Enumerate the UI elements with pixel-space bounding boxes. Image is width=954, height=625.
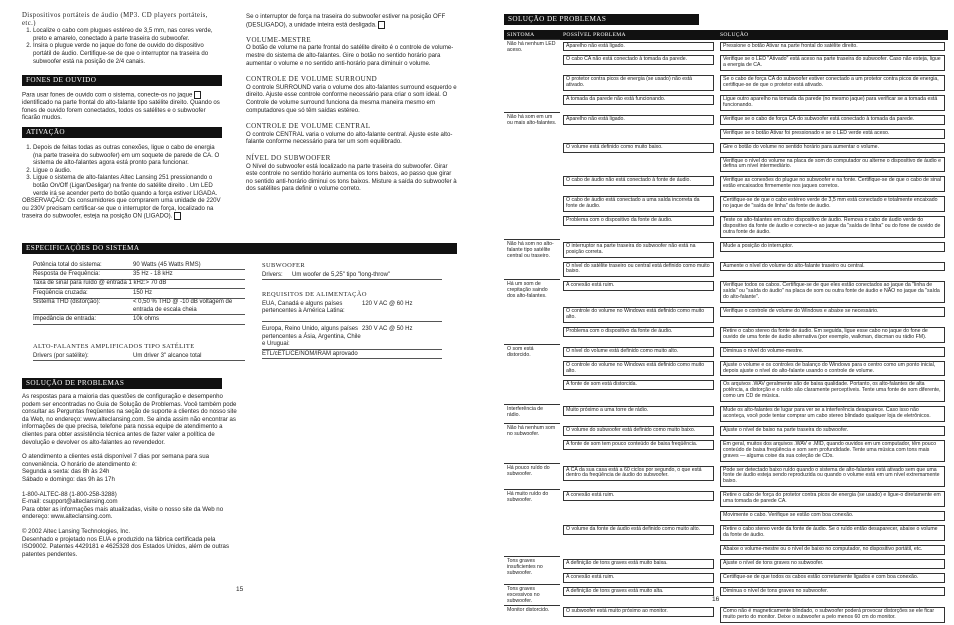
table-row (504, 424, 948, 438)
table-row (504, 194, 948, 214)
problem-text: O volume está definido como muito baixo. (563, 143, 714, 153)
column-header-problem: POSSÍVEL PROBLEMA (560, 30, 717, 40)
solution-text: Teste os alto-falantes em outro dispositivo de áudio. Remova o cabo de áudio verde do dispositivo da fonte de áudio e conecte-o ao jaque da "saída de linha" ou do fone de ouvido de outra fonte de áudio. (720, 216, 945, 238)
problem-cell (560, 543, 717, 557)
solution-cell (717, 438, 948, 464)
page-number-left: 15 (236, 586, 243, 593)
problem-text: O nível do volume está definido como muito alto. (563, 347, 714, 357)
problem-cell (560, 509, 717, 523)
column-header-solution: SOLUÇÃO (717, 30, 948, 40)
solution-text: Verifique se o LED "Ativado" está aceso na parte traseira do subwoofer. Caso não esteja, ligue a energia de CA. (720, 55, 945, 71)
table-row (504, 155, 948, 175)
phone-number: 1-800-ALTEC-88 (1-800-258-3288) (22, 491, 237, 499)
table-row (504, 605, 948, 625)
solution-cell (717, 279, 948, 305)
problem-cell (560, 464, 717, 490)
solution-cell (717, 509, 948, 523)
spec-row: Drivers: Um woofer de 5,25" tipo "long-throw" (262, 271, 442, 280)
switch-text: Se o interruptor de força na traseira do subwoofer estiver na posição OFF (DESLIGADO), a unidade inteira está desligada. (246, 13, 458, 29)
solution-text: Os arquivos .WAV geralmente são de baixa qualidade. Portanto, os alto-falantes de alta potência, a distorção e o ruído são claramente perceptíveis. Tente uma fonte de som diferente, como um CD de música. (720, 380, 945, 402)
solution-cell (717, 260, 948, 280)
activation-steps (22, 144, 222, 197)
solution-text: Aumente o nível do volume do alto-falante traseiro ou central. (720, 262, 945, 272)
sub-level-text: O Nível do subwoofer está localizado na parte traseira do subwoofer. Girar este controle no sentido horário aumenta os tons baixos, ao passo que girar no sentido anti-horário diminui os tons baixos. Misture a saída do subwoofer à dos satélites para definir o volume correto. (246, 163, 458, 193)
solution-cell (717, 571, 948, 585)
table-row (504, 543, 948, 557)
support-email[interactable]: E-mail: csupport@alteclansing.com (22, 498, 237, 506)
symptom-cell: Tons graves excessivos no subwoofer. (504, 585, 560, 606)
problem-cell (560, 489, 717, 509)
solution-text: Movimente o cabo. Verifique se estão com boa conexão. (720, 511, 945, 521)
solution-cell (717, 378, 948, 404)
solution-cell (717, 424, 948, 438)
table-row (504, 571, 948, 585)
table-row (504, 127, 948, 141)
left-column-2 (246, 13, 458, 193)
solution-text: Como não é magneticamente blindado, o subwoofer poderá provocar distorções se ele ficar muito perto do monitor. Deixe o subwoofer a pelo menos 60 cm do monitor. (720, 607, 945, 623)
problem-cell (560, 174, 717, 194)
solution-text: Certifique-se de que o cabo estéreo verde de 3,5 mm está conectado e totalmente encaixado no jaque de "saída de linha" da fonte de áudio. (720, 196, 945, 212)
symptom-cell: Não há som no alto-falante tipo satélite central ou traseiro. (504, 240, 560, 280)
copyright: © 2002 Altec Lansing Technologies, Inc. (22, 528, 237, 536)
website-text: Para obter as informações mais atualizadas, visite o nosso site da Web no endereço: www.alteclansing.com. (22, 506, 237, 521)
problem-cell (560, 240, 717, 260)
solution-cell (717, 305, 948, 325)
symptom-cell: Há pouco ruído do subwoofer. (504, 464, 560, 490)
table-row (504, 585, 948, 606)
solution-text: Diminua o nível de tons graves no subwoofer. (720, 587, 945, 597)
problem-text: A definição de tons graves está muito baixa. (563, 559, 714, 569)
troubleshooting-table-wrap (504, 30, 948, 625)
solution-text: Mude os alto-falantes de lugar para ver se a interferência desaparece. Caso isso não aconteça, você pode tentar comprar um cabo stereo blindado qualquer loja de eletrônicos. (720, 406, 945, 422)
solution-text: Abaixe o volume-mestre ou o nível de baixo no computador, no dispositivo portátil, etc. (720, 545, 945, 555)
solution-cell (717, 40, 948, 54)
symptom-cell: Não há nenhum LED aceso. (504, 40, 560, 113)
activation-block (22, 144, 222, 221)
problem-cell (560, 557, 717, 571)
solution-cell (717, 605, 948, 625)
symptom-cell: O som está distorcido. (504, 345, 560, 404)
table-header (504, 30, 948, 40)
solution-text: Ligue outro aparelho na tomada da parede (no mesmo jaque) para verificar se a tomada está funcionando. (720, 95, 945, 111)
sub-table (262, 271, 442, 280)
page-number-right: 16 (712, 596, 719, 603)
spec-row: Europa, Reino Unido, alguns países pertencentes a Ásia, Argentina, Chile e Uruguai: 230 V AC @ 50 Hz (262, 322, 442, 350)
solution-text: Retire o cabo stereo verde da fonte de áudio. Se o ruído então desaparecer, abaixe o volume da fonte de áudio. (720, 525, 945, 541)
portable-steps (22, 27, 222, 65)
problem-cell (560, 93, 717, 113)
problem-text: A conexão está ruim. (563, 573, 714, 583)
portable-title: Dispositivos portáteis de áudio (MP3. CD players portáteis, etc.) (22, 12, 222, 27)
problems-body (22, 393, 237, 558)
solution-text: Se o cabo de força CA do subwoofer estiver conectado a um protetor contra picos de energia, certifique-se de que o protetor está ativado. (720, 75, 945, 91)
table-row (504, 141, 948, 155)
problem-text: O protetor contra picos de energia (se usado) não está ativado. (563, 75, 714, 91)
problem-text: Problema com o dispositivo da fonte de áudio. (563, 327, 714, 337)
solution-cell (717, 73, 948, 93)
problem-cell (560, 127, 717, 141)
problem-cell (560, 260, 717, 280)
solution-text: Retire o cabo stereo da fonte de áudio. Em seguida, ligue esse cabo no jaque do fone de ouvido de uma fonte de áudio alternativa (por exemplo, walkman, discman ou rádio FM). (720, 327, 945, 343)
table-row (504, 260, 948, 280)
table-row (504, 523, 948, 543)
problem-cell (560, 359, 717, 379)
solution-text: Verifique se o botão Ativar foi pressionado e se o LED verde está aceso. (720, 129, 945, 139)
problem-cell (560, 325, 717, 345)
solution-cell (717, 464, 948, 490)
solution-text: Ajuste o volume e os controles de balanço do Windows para o centro como um ponto inicial, depois ajuste o nível do alto-falante usando o controle de volume. (720, 361, 945, 377)
solution-text: Verifique o nível do volume na placa de som do computador ou alterne o dispositivo de áudio e defina um nível intermediário. (720, 157, 945, 173)
problem-text: O cabo CA não está conectado à tomada da parede. (563, 55, 714, 65)
problem-cell (560, 571, 717, 585)
spec-row: Potência total do sistema: 90 Watts (45 Watts RMS) (33, 261, 245, 270)
solution-text: Ajuste o nível de tons graves no subwoofer. (720, 559, 945, 569)
sat-heading: ALTO-FALANTES AMPLIFICADOS TIPO SATÉLITE (33, 343, 245, 350)
problem-cell (560, 214, 717, 240)
volume-master-text: O botão de volume na parte frontal do satélite direito é o controle de volume-mestre do sistema de alto-falantes. Gire o botão no sentido horário para aumentar o volume e no sentido anti-horário para diminuir o volume. (246, 44, 458, 67)
symptom-cell: Há muito ruído do subwoofer. (504, 489, 560, 556)
power-switch-icon (174, 212, 181, 220)
activation-step-2: 2. Ligue o áudio. (33, 167, 222, 175)
spec-row: Sistema THD (distorção): < 0,50 % THD @ -10 dB voltagem de entrada de escala cheia (33, 298, 245, 315)
table-row (504, 325, 948, 345)
problem-text: O subwoofer está muito próximo ao monitor. (563, 607, 714, 617)
solution-text: Ajuste o nível de baixo na parte traseira do subwoofer. (720, 426, 945, 436)
central-text: O controle CENTRAL varia o volume do alto-falante central. Ajuste este alto-falante conforme necessário para ter um som equilibrado. (246, 131, 458, 146)
problems-intro: As respostas para a maioria das questões de configuração e desempenho podem ser encontradas no Guia de Solução de Problemas. Você também pode consultar as Perguntas freqüentes na seção de suporte a clientes do nosso site da Web, no endereço: www.alteclansing.com. Se ainda assim não encontrar as informações de que precisa, telefone para nossa equipe de atendimento a clientes para obter assistência técnica antes de fazer valer a política de devolução e devolver os alto-falantes ao revendedor. (22, 393, 237, 446)
problem-cell (560, 40, 717, 54)
activation-note: OBSERVAÇÃO: Os consumidores que comprarem uma unidade de 220V ou 230V precisam certificar-se que o interruptor de força, localizado na traseira do subwoofer, esteja na posição ON (LIGADO). (22, 197, 222, 220)
spec-row: Freqüência cruzada: 150 Hz (33, 289, 245, 298)
problem-text: A CA da sua casa está a 60 ciclos por segundo, o que está dentro da freqüência de áudio do subwoofer. (563, 466, 714, 482)
problems-heading: SOLUÇÃO DE PROBLEMAS (22, 378, 222, 389)
spec-row: EUA, Canadá e alguns países pertencentes à América Latina: 120 V AC @ 60 Hz (262, 300, 442, 322)
headphones-text-b: identificado na parte frontal do alto-falante tipo satélite direito. Quando os fones de ouvido forem conectados, todos os satélites e o subwoofer ficarão mudos. (22, 99, 220, 121)
symptom-cell: Não há som em um ou mais alto-falantes. (504, 113, 560, 240)
problem-cell (560, 345, 717, 359)
table-row (504, 509, 948, 523)
solution-text: Gire o botão do volume no sentido horário para aumentar o volume. (720, 143, 945, 153)
surround-text: O controle SURROUND varia o volume dos alto-falantes surround esquerdo e direito. Ajuste esse controle conforme necessário para criar o som ideal. O Controle de volume surround funciona da mesma maneira mesmo em computadores que só têm saídas estéreo. (246, 84, 458, 114)
spec-row: Drivers (por satélite): Um driver 3" alcance total (33, 352, 245, 361)
problem-text: A tomada da parede não está funcionando. (563, 95, 714, 105)
activation-step-3: 3. Ligue o sistema de alto-falantes Altec Lansing 251 pressionando o botão On/Off (Ligar/Desligar) na frente do satélite direito . Um LED verde irá se acender perto do botão quando a força estiver LIGADA. (33, 174, 222, 197)
table-row (504, 113, 948, 127)
problem-text: Aparelho não está ligado. (563, 115, 714, 125)
problem-text: Aparelho não está ligado. (563, 42, 714, 52)
power-heading: REQUISITOS DE ALIMENTAÇÃO (262, 291, 442, 298)
solution-text: Pode ser detectado baixo ruído quando o sistema de alto-falantes está ativado sem que uma fonte de áudio esteja sendo reproduzida ou quando o volume está em um nível extremamente baixo. (720, 466, 945, 488)
solution-text: Retire o cabo de força do protetor contra picos de energia (se usado) e ligue-o diretamente em uma tomada de parede CA. (720, 491, 945, 507)
specs-heading: ESPECIFICAÇÕES DO SISTEMA (22, 243, 457, 254)
symptom-cell: Monitor distorcido. (504, 605, 560, 625)
solution-cell (717, 155, 948, 175)
symptom-cell: Não há nenhum som no subwoofer. (504, 424, 560, 464)
table-row (504, 404, 948, 424)
solution-cell (717, 174, 948, 194)
problem-text: A conexão está ruim. (563, 281, 714, 291)
problem-text: O volume da fonte de áudio está definido como muito alto. (563, 525, 714, 535)
solution-cell (717, 194, 948, 214)
problem-cell (560, 141, 717, 155)
solution-cell (717, 557, 948, 571)
table-row (504, 359, 948, 379)
solution-cell (717, 404, 948, 424)
volume-master-heading: VOLUME-MESTRE (246, 37, 458, 45)
solution-cell (717, 240, 948, 260)
headphones-text-a: Para usar fones de ouvido com o sistema, conecte-os no jaque (22, 92, 192, 99)
central-heading: CONTROLE DE VOLUME CENTRAL (246, 123, 458, 131)
right-problems-heading: SOLUÇÃO DE PROBLEMAS (504, 14, 699, 25)
problem-text: O volume do subwoofer está definido como muito baixo. (563, 426, 714, 436)
solution-text: Diminua o nível do volume-mestre. (720, 347, 945, 357)
table-row (504, 214, 948, 240)
problem-cell (560, 194, 717, 214)
problem-text: O cabo de áudio não está conectado à fonte de áudio. (563, 176, 714, 186)
solution-cell (717, 113, 948, 127)
specs-table (33, 261, 245, 325)
solution-text: Certifique-se de que todos os cabos estão corretamente ligados e com boa conexão. (720, 573, 945, 583)
solution-text: Verifique se o cabo de força CA do subwoofer está conectado à tomada da parede. (720, 115, 945, 125)
table-row (504, 93, 948, 113)
activation-step-1: 1. Depois de feitas todas as outras conexões, ligue o cabo de energia (na parte traseira do subwoofer) em um soquete de parede de CA. O sistema de alto-falantes agora está pronto para funcionar. (33, 144, 222, 167)
problem-text: O controle do volume no Windows está definido como muito alto. (563, 361, 714, 377)
problem-text: A fonte de som está distorcida. (563, 380, 714, 390)
problem-cell (560, 438, 717, 464)
table-row (504, 464, 948, 490)
problem-text: O nível do satélite traseiro ou central está definido como muito baixo. (563, 262, 714, 278)
sat-table (33, 352, 245, 361)
problem-cell (560, 53, 717, 73)
table-row (504, 345, 948, 359)
headphones-heading: FONES DE OUVIDO (22, 75, 222, 86)
table-row (504, 40, 948, 54)
table-row (504, 174, 948, 194)
problem-text: O interruptor na parte traseira do subwoofer não está na posição correta. (563, 242, 714, 258)
power-icon (378, 21, 385, 29)
problem-cell (560, 305, 717, 325)
left-column-1 (22, 12, 222, 65)
solution-text: Mude a posição do interruptor. (720, 242, 945, 252)
headphones-text (22, 91, 222, 122)
table-row (504, 489, 948, 509)
problem-cell (560, 378, 717, 404)
table-row (504, 279, 948, 305)
problem-cell (560, 279, 717, 305)
problem-cell (560, 585, 717, 606)
weekday-hours: Segunda a sexta: das 8h às 24h (22, 468, 237, 476)
table-body (504, 40, 948, 625)
solution-cell (717, 359, 948, 379)
problem-text: A conexão está ruim. (563, 491, 714, 501)
problem-cell (560, 113, 717, 127)
symptom-cell: Há um som de crepitação saindo dos alto-falantes. (504, 279, 560, 344)
column-header-symptom: SINTOMA (504, 30, 560, 40)
service-hours: O atendimento a clientes está disponível 7 dias por semana para sua conveniência. O horário de atendimento é: (22, 453, 237, 468)
portable-step-2: 2. Insira o plugue verde no jaque do fone de ouvido do dispositivo portátil de áudio. Certifique-se de que o interruptor na traseira do subwoofer está na posição de 2/4 canais. (33, 42, 222, 65)
patents: Desenhado e projetado nos EUA e produzido na fábrica certificada pela ISO9002. Patentes 4429181 e 4625328 dos Estados Unidos, além de outras patentes pendentes. (22, 536, 237, 559)
solution-cell (717, 141, 948, 155)
surround-heading: CONTROLE DE VOLUME SURROUND (246, 76, 458, 84)
problem-cell (560, 523, 717, 543)
spec-row: Impedância de entrada: 10k ohms (33, 315, 245, 324)
problem-text: A fonte de som tem pouco conteúdo de baixa freqüência. (563, 440, 714, 450)
table-row (504, 378, 948, 404)
problem-text: A definição de tons graves está muito alta. (563, 587, 714, 597)
solution-cell (717, 53, 948, 73)
problem-text: O cabo de áudio está conectado a uma saída incorreta da fonte de áudio. (563, 196, 714, 212)
problem-text: Muito próximo a uma torre de rádio. (563, 406, 714, 416)
spec-row: Resposta de Frequência: 35 Hz - 18 kHz (33, 270, 245, 279)
problem-cell (560, 404, 717, 424)
solution-text: Verifique as conexões do plugue no subwoofer e na fonte. Certifique-se de que o cabo de sinal estão encaixados firmemente nos jaques corretos. (720, 176, 945, 192)
activation-heading: ATIVAÇÃO (22, 127, 222, 138)
power-table (262, 300, 442, 359)
solution-cell (717, 93, 948, 113)
troubleshooting-table (504, 30, 948, 625)
solution-text: Verifique o controle de volume do Windows e abaixe se necessário. (720, 307, 945, 317)
solution-cell (717, 543, 948, 557)
solution-text: Em geral, muitos dos arquivos .WAV e .MID, quando ouvidos em um computador, têm pouco conteúdo de baixa freqüência e som sem profundidade. Tente uma música com tons mais graves — alguma coise da sua coleção de CDs. (720, 440, 945, 462)
spec-row: Taxa de sinal para ruído @ entrada 1 kHz:> 70 dB (33, 279, 245, 288)
solution-cell (717, 214, 948, 240)
solution-cell (717, 489, 948, 509)
table-row (504, 557, 948, 571)
problem-cell (560, 73, 717, 93)
table-row (504, 305, 948, 325)
solution-cell (717, 345, 948, 359)
problem-cell (560, 155, 717, 175)
table-row (504, 53, 948, 73)
headphone-jack-icon (194, 91, 201, 99)
portable-step-1: 1. Localize o cabo com plugues estéreo de 3,5 mm, nas cores verde, preto e amarelo, conectado à parte traseira do subwoofer. (33, 27, 222, 42)
problem-cell (560, 424, 717, 438)
solution-cell (717, 325, 948, 345)
sub-level-heading: NÍVEL DO SUBWOOFER (246, 155, 458, 163)
solution-cell (717, 585, 948, 606)
problem-text: O controle do volume no Windows está definido como muito alto. (563, 307, 714, 323)
table-row (504, 73, 948, 93)
weekend-hours: Sábado e domingo: das 9h às 17h (22, 476, 237, 484)
solution-cell (717, 127, 948, 141)
spec-row: ETL/cETL/CE/NOM/IRAM aprovado (262, 350, 442, 359)
solution-cell (717, 523, 948, 543)
solution-text: Pressione o botão Ativar na parte frontal do satélite direito. (720, 42, 945, 52)
symptom-cell: Tons graves insuficientes no subwoofer. (504, 557, 560, 585)
table-row (504, 240, 948, 260)
sub-heading: SUBWOOFER (262, 262, 442, 269)
solution-text: Verifique todos os cabos. Certifique-se de que eles estão conectados ao jaque da "linha de saída" ou "saída do áudio" na placa de som ou outra fonte de áudio e NÃO no jaque da "saída do alto-falante". (720, 281, 945, 303)
problem-cell (560, 605, 717, 625)
symptom-cell: Interferência de rádio. (504, 404, 560, 424)
problem-text: Problema com o dispositivo da fonte de áudio. (563, 216, 714, 226)
table-row (504, 438, 948, 464)
